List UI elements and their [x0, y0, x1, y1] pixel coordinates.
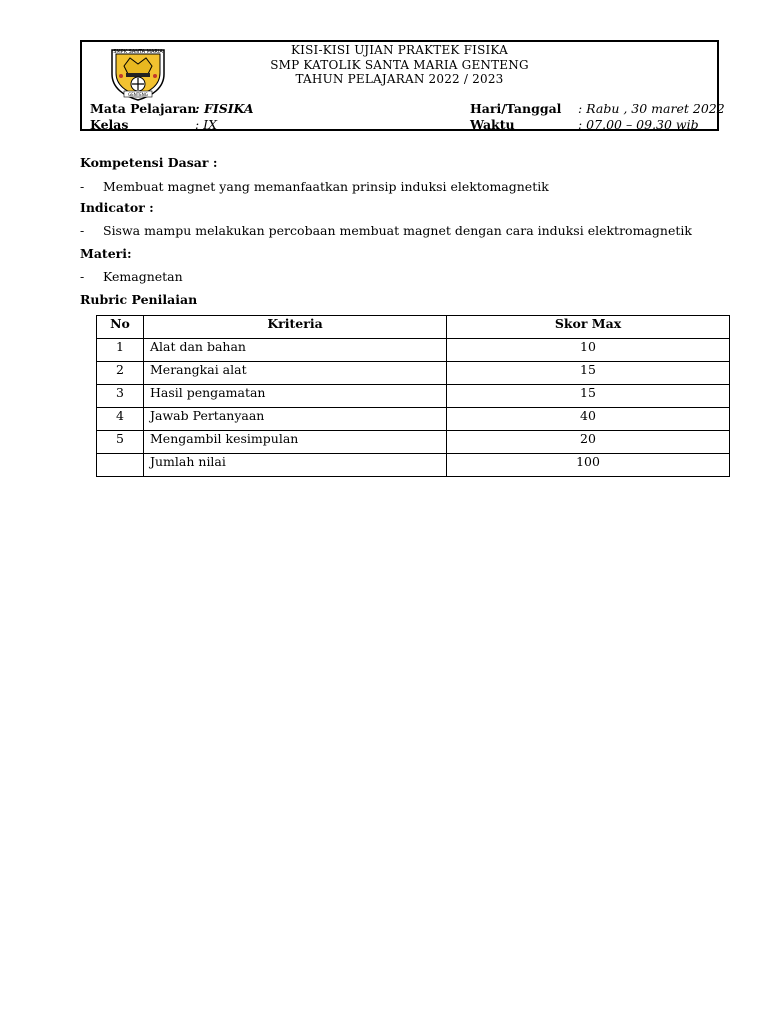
- cell-kriteria: Jawab Pertanyaan: [144, 408, 447, 431]
- kelas-value: : IX: [195, 117, 218, 132]
- column-header-skor-max: Skor Max: [447, 316, 730, 339]
- column-header-kriteria: Kriteria: [144, 316, 447, 339]
- meta-row-2: [82, 117, 717, 133]
- rubric-table: [96, 315, 730, 477]
- cell-kriteria: Alat dan bahan: [144, 339, 447, 362]
- cell-no: 2: [97, 362, 144, 385]
- cell-no: 4: [97, 408, 144, 431]
- mata-pelajaran-label: Mata Pelajaran: [90, 101, 197, 116]
- table-total-row: [97, 454, 730, 477]
- title-line-3: TAHUN PELAJARAN 2022 / 2023: [295, 72, 504, 86]
- materi-text: Kemagnetan: [103, 269, 183, 284]
- cell-skor: 15: [447, 362, 730, 385]
- table-row: [97, 408, 730, 431]
- meta-row-1: [82, 101, 725, 117]
- document-title: [82, 42, 717, 87]
- waktu-label: Waktu: [470, 117, 515, 132]
- mata-pelajaran-value: : FISIKA: [195, 101, 254, 116]
- cell-kriteria: Jumlah nilai: [144, 454, 447, 477]
- kompetensi-text: Membuat magnet yang memanfaatkan prinsip induksi elektomagnetik: [103, 179, 549, 194]
- cell-no: 3: [97, 385, 144, 408]
- table-row: [97, 339, 730, 362]
- title-line-2: SMP KATOLIK SANTA MARIA GENTENG: [270, 57, 529, 72]
- kelas-label: Kelas: [90, 117, 129, 132]
- bullet-dash: -: [80, 223, 85, 238]
- column-header-no: No: [97, 316, 144, 339]
- cell-skor: 40: [447, 408, 730, 431]
- cell-skor: 15: [447, 385, 730, 408]
- table-header-row: [97, 316, 730, 339]
- cell-no: [97, 454, 144, 477]
- title-line-1: KISI-KISI UJIAN PRAKTEK FISIKA: [291, 43, 508, 57]
- cell-skor: 20: [447, 431, 730, 454]
- logo-top-text: SMPK SANTA MARIA: [113, 49, 163, 55]
- rubric-heading: Rubric Penilaian: [80, 292, 198, 307]
- cell-kriteria: Hasil pengamatan: [144, 385, 447, 408]
- waktu-value: : 07.00 – 09.30 wib: [578, 117, 699, 132]
- cell-skor: 100: [447, 454, 730, 477]
- table-row: [97, 431, 730, 454]
- cell-no: 1: [97, 339, 144, 362]
- hari-tanggal-value: : Rabu , 30 maret 2022: [578, 101, 725, 116]
- materi-heading: Materi:: [80, 246, 132, 261]
- indicator-heading: Indicator :: [80, 200, 154, 215]
- bullet-dash: -: [80, 179, 85, 194]
- logo-bottom-text: GENTENG: [128, 91, 148, 97]
- table-row: [97, 362, 730, 385]
- hari-tanggal-label: Hari/Tanggal: [470, 101, 562, 116]
- table-row: [97, 385, 730, 408]
- cell-skor: 10: [447, 339, 730, 362]
- indicator-text: Siswa mampu melakukan percobaan membuat magnet dengan cara induksi elektromagnetik: [103, 223, 692, 238]
- header-box: [80, 40, 725, 132]
- cell-no: 5: [97, 431, 144, 454]
- cell-kriteria: Merangkai alat: [144, 362, 447, 385]
- bullet-dash: -: [80, 269, 85, 284]
- kompetensi-heading: Kompetensi Dasar :: [80, 155, 218, 170]
- cell-kriteria: Mengambil kesimpulan: [144, 431, 447, 454]
